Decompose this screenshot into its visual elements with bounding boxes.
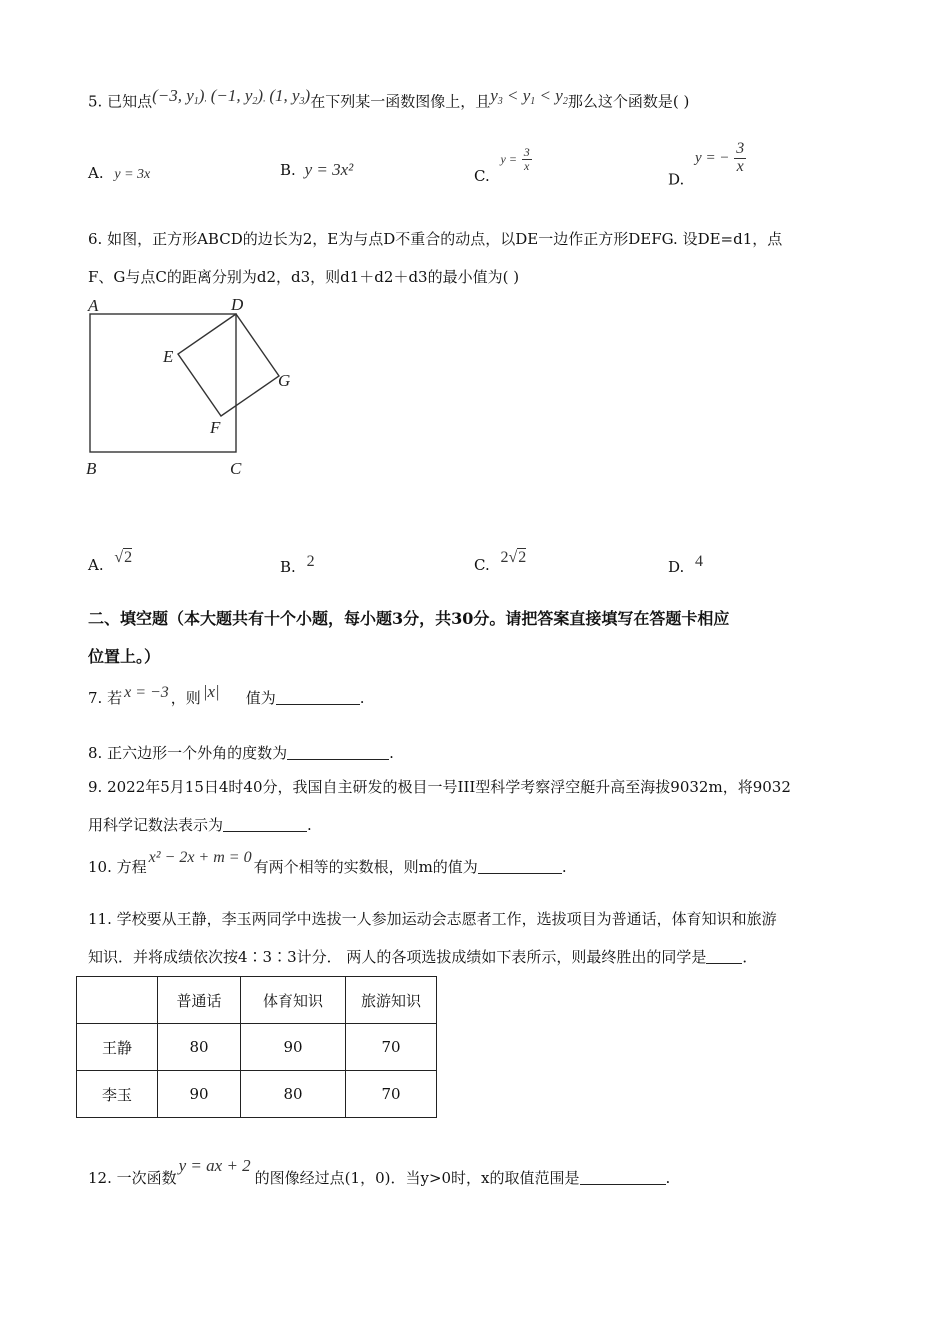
q11-score-table bbox=[76, 976, 437, 1118]
q12-line bbox=[88, 1156, 670, 1190]
label-D: D bbox=[231, 295, 244, 314]
coefficient: 2 bbox=[500, 549, 509, 566]
label-E: E bbox=[163, 347, 174, 366]
q10-answer-blank[interactable] bbox=[478, 859, 562, 874]
table-cell: 70 bbox=[346, 1024, 437, 1071]
q10-line bbox=[88, 848, 567, 878]
numerator: 3 bbox=[736, 140, 745, 157]
q6-option-c[interactable] bbox=[474, 548, 526, 574]
q7-comma: ，则 bbox=[170, 689, 201, 707]
denominator: x bbox=[524, 158, 530, 173]
option-label: D. bbox=[668, 558, 685, 576]
q10-lead: 10. 方程 bbox=[88, 858, 147, 876]
option-label: B. bbox=[280, 161, 296, 179]
table-header-cell bbox=[77, 977, 158, 1024]
table-header-cell: 体育知识 bbox=[241, 977, 346, 1024]
q6-option-b[interactable] bbox=[280, 552, 315, 576]
q5-option-c-fraction bbox=[522, 146, 532, 172]
q9-line-2 bbox=[88, 814, 312, 835]
q11-line-1: 11. 学校要从王静，李玉两同学中选拔一人参加运动会志愿者工作，选拔项目为普通话，体育知识和旅游 bbox=[88, 910, 777, 928]
label-A: A bbox=[88, 296, 99, 315]
table-row bbox=[77, 1071, 437, 1118]
q8-line bbox=[88, 742, 394, 763]
q5-option-d-fraction bbox=[734, 141, 746, 176]
table-cell: 90 bbox=[158, 1071, 241, 1118]
q6-option-d-expr: 4 bbox=[695, 553, 704, 570]
q5-option-c-lhs: y = bbox=[500, 152, 517, 167]
section-2-heading-line-1: 二、填空题（本大题共有十个小题，每小题3分，共30分。请把答案直接填写在答题卡相应 bbox=[88, 609, 730, 628]
option-label: D. bbox=[668, 170, 685, 189]
section-2-heading-line-2: 位置上。） bbox=[88, 647, 161, 666]
q12-function: y = ax + 2 bbox=[178, 1156, 251, 1175]
q8-answer-blank[interactable] bbox=[287, 745, 389, 760]
q12-lead: 12. 一次函数 bbox=[88, 1169, 177, 1187]
label-B: B bbox=[86, 459, 97, 478]
q7-condition: x = −3 bbox=[124, 684, 169, 701]
q5-points: (−3, $y_1$), (−1, $y_2$), (1, $y_3$) bbox=[152, 86, 311, 107]
q11-end: ． bbox=[742, 948, 758, 966]
table-cell: 90 bbox=[241, 1024, 346, 1071]
q7-answer-blank[interactable] bbox=[276, 690, 360, 705]
option-label: C. bbox=[474, 556, 490, 574]
q7-expression: |x| bbox=[202, 682, 220, 701]
q5-mid: 在下列某一函数图像上，且 bbox=[310, 92, 491, 111]
option-label: A. bbox=[88, 164, 104, 182]
q6-option-d[interactable] bbox=[668, 552, 703, 576]
option-label: C. bbox=[474, 167, 490, 186]
q9-end: . bbox=[307, 816, 312, 834]
q6-option-a[interactable] bbox=[88, 548, 132, 574]
q8-end: . bbox=[389, 744, 394, 762]
label-G: G bbox=[278, 371, 291, 390]
q12-end: . bbox=[665, 1169, 671, 1187]
option-label: A. bbox=[88, 556, 104, 574]
q5-option-d[interactable] bbox=[668, 141, 746, 188]
radicand: 2 bbox=[518, 549, 527, 566]
q6-option-b-expr: 2 bbox=[306, 553, 315, 570]
table-header-cell: 普通话 bbox=[158, 977, 241, 1024]
q10-tail: 有两个相等的实数根，则m的值为 bbox=[253, 858, 478, 876]
q6-line-1: 6. 如图，正方形ABCD的边长为2，E为与点D不重合的动点，以DE一边作正方形DEFG. 设DE=d1，点 bbox=[88, 230, 783, 248]
label-F: F bbox=[210, 418, 221, 437]
q5-option-d-lhs: y = − bbox=[695, 150, 730, 167]
table-cell: 80 bbox=[241, 1071, 346, 1118]
table-header-row bbox=[77, 977, 437, 1024]
q6-option-a-expr: √2 bbox=[114, 549, 133, 566]
q10-equation: x² − 2x + m = 0 bbox=[148, 849, 252, 866]
q9-answer-blank[interactable] bbox=[223, 817, 307, 832]
q5-line bbox=[88, 86, 689, 116]
numerator: 3 bbox=[523, 145, 530, 159]
q5-tail: 那么这个函数是( ) bbox=[567, 92, 690, 111]
q11-text: 知识．并将成绩依次按4∶3∶3计分． 两人的各项选拔成绩如下表所示，则最终胜出的同学是 bbox=[88, 948, 707, 966]
q6-option-c-expr: 2√2 bbox=[500, 549, 527, 566]
q5-inequality: $y_3 < y_1 < y_2$ bbox=[490, 86, 568, 107]
q7-tail: 值为 bbox=[245, 689, 276, 707]
table-cell: 80 bbox=[158, 1024, 241, 1071]
q9-text: 用科学记数法表示为 bbox=[88, 816, 224, 834]
q7-lead: 7. 若 bbox=[88, 689, 123, 707]
option-label: B. bbox=[280, 558, 296, 576]
denominator: x bbox=[736, 157, 744, 175]
table-row bbox=[77, 1024, 437, 1071]
q12-tail: 的图像经过点(1，0)．当y>0时，x的取值范围是 bbox=[254, 1169, 580, 1187]
q11-line-2 bbox=[88, 946, 757, 967]
q5-option-a-expr: y = 3x bbox=[114, 167, 151, 182]
q5-lead: 5. 已知点 bbox=[88, 92, 153, 111]
q5-option-a[interactable] bbox=[88, 164, 150, 183]
q11-answer-blank[interactable] bbox=[706, 949, 742, 964]
label-C: C bbox=[230, 459, 242, 478]
q7-end: . bbox=[359, 689, 365, 707]
q6-line-2: F、G与点C的距离分别为d2，d3，则d1＋d2＋d3的最小值为( ) bbox=[88, 268, 520, 286]
q12-answer-blank[interactable] bbox=[580, 1170, 666, 1185]
table-cell: 李玉 bbox=[77, 1071, 158, 1118]
q7-line bbox=[88, 682, 365, 712]
q9-line-1: 9. 2022年5月15日4时40分，我国自主研发的极目一号III型科学考察浮空艇升高至海拔9032m，将9032 bbox=[88, 778, 791, 796]
table-cell: 王静 bbox=[77, 1024, 158, 1071]
square-defg bbox=[178, 314, 279, 416]
radicand: 2 bbox=[124, 549, 133, 566]
q8-text: 8. 正六边形一个外角的度数为 bbox=[88, 744, 288, 762]
q5-option-b[interactable] bbox=[280, 160, 353, 180]
q5-option-b-expr: y = 3x² bbox=[304, 160, 354, 179]
q6-figure bbox=[80, 292, 310, 482]
q5-option-c[interactable] bbox=[474, 146, 532, 185]
q10-end: . bbox=[561, 858, 567, 876]
table-cell: 70 bbox=[346, 1071, 437, 1118]
table-header-cell: 旅游知识 bbox=[346, 977, 437, 1024]
